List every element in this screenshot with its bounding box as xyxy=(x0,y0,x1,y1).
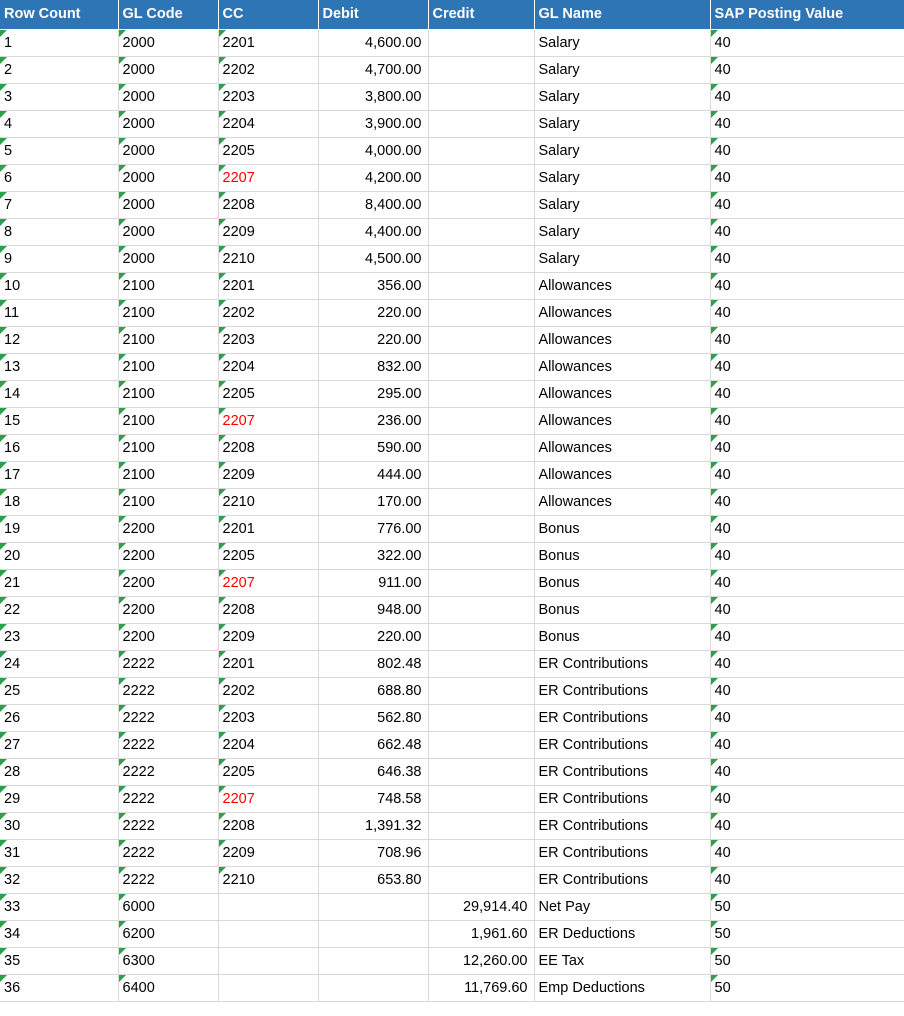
cell-credit[interactable] xyxy=(428,624,534,651)
cell-debit[interactable]: 220.00 xyxy=(318,327,428,354)
cell-gl-name[interactable]: ER Contributions xyxy=(534,813,710,840)
cell-gl-name[interactable]: Salary xyxy=(534,57,710,84)
cell-sap-posting-value[interactable]: 40 xyxy=(710,219,904,246)
cell-debit[interactable]: 356.00 xyxy=(318,273,428,300)
cell-gl-name[interactable]: ER Contributions xyxy=(534,786,710,813)
cell-debit[interactable]: 662.48 xyxy=(318,732,428,759)
cell-gl-code[interactable]: 2000 xyxy=(118,111,218,138)
cell-debit[interactable]: 322.00 xyxy=(318,543,428,570)
cell-cc[interactable]: 2202 xyxy=(218,57,318,84)
cell-sap-posting-value[interactable]: 40 xyxy=(710,489,904,516)
table-row[interactable] xyxy=(0,786,904,813)
cell-cc[interactable]: 2210 xyxy=(218,246,318,273)
cell-row-count[interactable]: 14 xyxy=(0,381,118,408)
cell-debit[interactable]: 776.00 xyxy=(318,516,428,543)
cell-gl-name[interactable]: Salary xyxy=(534,84,710,111)
cell-cc[interactable] xyxy=(218,975,318,1002)
cell-row-count[interactable]: 22 xyxy=(0,597,118,624)
cell-cc[interactable]: 2208 xyxy=(218,813,318,840)
table-row[interactable] xyxy=(0,354,904,381)
cell-gl-name[interactable]: Bonus xyxy=(534,597,710,624)
table-row[interactable] xyxy=(0,30,904,57)
cell-row-count[interactable]: 33 xyxy=(0,894,118,921)
cell-credit[interactable] xyxy=(428,408,534,435)
cell-gl-name[interactable]: Allowances xyxy=(534,435,710,462)
cell-row-count[interactable]: 13 xyxy=(0,354,118,381)
cell-gl-name[interactable]: ER Contributions xyxy=(534,840,710,867)
cell-credit[interactable] xyxy=(428,732,534,759)
cell-row-count[interactable]: 1 xyxy=(0,30,118,57)
column-header-debit[interactable]: Debit xyxy=(318,0,428,30)
table-row[interactable] xyxy=(0,192,904,219)
cell-credit[interactable] xyxy=(428,30,534,57)
cell-credit[interactable] xyxy=(428,597,534,624)
cell-gl-code[interactable]: 2222 xyxy=(118,705,218,732)
table-body xyxy=(0,30,904,1002)
cell-gl-name[interactable]: Allowances xyxy=(534,327,710,354)
cell-gl-name[interactable]: Salary xyxy=(534,138,710,165)
cell-gl-code[interactable]: 2222 xyxy=(118,867,218,894)
header-row xyxy=(0,0,904,30)
cell-cc[interactable]: 2201 xyxy=(218,516,318,543)
cell-debit[interactable] xyxy=(318,975,428,1002)
cell-gl-code[interactable]: 2100 xyxy=(118,273,218,300)
table-row[interactable] xyxy=(0,705,904,732)
cell-cc[interactable]: 2203 xyxy=(218,705,318,732)
cell-credit[interactable] xyxy=(428,165,534,192)
cell-sap-posting-value[interactable]: 40 xyxy=(710,840,904,867)
cell-credit[interactable] xyxy=(428,462,534,489)
cell-cc[interactable]: 2207 xyxy=(218,786,318,813)
cell-row-count[interactable]: 12 xyxy=(0,327,118,354)
cell-cc[interactable]: 2205 xyxy=(218,759,318,786)
cell-sap-posting-value[interactable]: 40 xyxy=(710,867,904,894)
cell-sap-posting-value[interactable]: 40 xyxy=(710,192,904,219)
cell-gl-code[interactable]: 2000 xyxy=(118,165,218,192)
cell-row-count[interactable]: 5 xyxy=(0,138,118,165)
table-row[interactable] xyxy=(0,273,904,300)
cell-credit[interactable]: 1,961.60 xyxy=(428,921,534,948)
cell-cc[interactable]: 2205 xyxy=(218,138,318,165)
cell-cc[interactable]: 2209 xyxy=(218,219,318,246)
cell-gl-name[interactable]: EE Tax xyxy=(534,948,710,975)
cell-gl-code[interactable]: 2100 xyxy=(118,435,218,462)
cell-row-count[interactable]: 17 xyxy=(0,462,118,489)
cell-gl-code[interactable]: 6400 xyxy=(118,975,218,1002)
table-row[interactable] xyxy=(0,921,904,948)
cell-credit[interactable] xyxy=(428,516,534,543)
cell-row-count[interactable]: 2 xyxy=(0,57,118,84)
column-header-gl-name[interactable]: GL Name xyxy=(534,0,710,30)
cell-cc[interactable]: 2209 xyxy=(218,624,318,651)
cell-gl-code[interactable]: 2000 xyxy=(118,192,218,219)
cell-credit[interactable] xyxy=(428,300,534,327)
table-row[interactable] xyxy=(0,246,904,273)
table-row[interactable] xyxy=(0,597,904,624)
cell-gl-code[interactable]: 2100 xyxy=(118,462,218,489)
cell-gl-code[interactable]: 2222 xyxy=(118,678,218,705)
cell-gl-code[interactable]: 2222 xyxy=(118,732,218,759)
cell-gl-code[interactable]: 2222 xyxy=(118,759,218,786)
cell-credit[interactable] xyxy=(428,570,534,597)
cell-row-count[interactable]: 29 xyxy=(0,786,118,813)
cell-gl-code[interactable]: 2000 xyxy=(118,57,218,84)
cell-sap-posting-value[interactable]: 40 xyxy=(710,543,904,570)
cell-sap-posting-value[interactable]: 40 xyxy=(710,246,904,273)
cell-row-count[interactable]: 15 xyxy=(0,408,118,435)
cell-sap-posting-value[interactable]: 40 xyxy=(710,624,904,651)
cell-credit[interactable] xyxy=(428,354,534,381)
cell-gl-name[interactable]: Allowances xyxy=(534,354,710,381)
cell-row-count[interactable]: 30 xyxy=(0,813,118,840)
cell-sap-posting-value[interactable]: 40 xyxy=(710,462,904,489)
table-row[interactable] xyxy=(0,165,904,192)
cell-debit[interactable]: 8,400.00 xyxy=(318,192,428,219)
cell-sap-posting-value[interactable]: 40 xyxy=(710,759,904,786)
cell-row-count[interactable]: 6 xyxy=(0,165,118,192)
cell-sap-posting-value[interactable]: 40 xyxy=(710,138,904,165)
cell-gl-code[interactable]: 2100 xyxy=(118,327,218,354)
cell-gl-name[interactable]: Salary xyxy=(534,219,710,246)
cell-credit[interactable] xyxy=(428,543,534,570)
cell-cc[interactable]: 2205 xyxy=(218,543,318,570)
cell-debit[interactable]: 4,600.00 xyxy=(318,30,428,57)
cell-gl-code[interactable]: 2000 xyxy=(118,138,218,165)
cell-cc[interactable]: 2209 xyxy=(218,840,318,867)
cell-credit[interactable] xyxy=(428,381,534,408)
cell-sap-posting-value[interactable]: 40 xyxy=(710,381,904,408)
cell-gl-name[interactable]: Bonus xyxy=(534,624,710,651)
cell-debit[interactable]: 562.80 xyxy=(318,705,428,732)
cell-credit[interactable] xyxy=(428,786,534,813)
cell-sap-posting-value[interactable]: 40 xyxy=(710,354,904,381)
cell-gl-name[interactable]: ER Contributions xyxy=(534,867,710,894)
cell-gl-code[interactable]: 2000 xyxy=(118,219,218,246)
column-header-cc[interactable]: CC xyxy=(218,0,318,30)
cell-credit[interactable] xyxy=(428,651,534,678)
cell-debit[interactable]: 832.00 xyxy=(318,354,428,381)
table-row[interactable] xyxy=(0,408,904,435)
cell-gl-name[interactable]: Allowances xyxy=(534,489,710,516)
cell-gl-name[interactable]: Allowances xyxy=(534,381,710,408)
cell-debit[interactable] xyxy=(318,948,428,975)
cell-gl-name[interactable]: ER Contributions xyxy=(534,732,710,759)
cell-gl-code[interactable]: 2100 xyxy=(118,381,218,408)
cell-cc[interactable]: 2207 xyxy=(218,408,318,435)
cell-gl-name[interactable]: Allowances xyxy=(534,273,710,300)
cell-gl-name[interactable]: ER Contributions xyxy=(534,651,710,678)
cell-sap-posting-value[interactable]: 40 xyxy=(710,300,904,327)
cell-debit[interactable]: 4,700.00 xyxy=(318,57,428,84)
cell-cc[interactable]: 2209 xyxy=(218,462,318,489)
cell-cc[interactable]: 2202 xyxy=(218,678,318,705)
cell-debit[interactable]: 4,000.00 xyxy=(318,138,428,165)
cell-cc[interactable]: 2208 xyxy=(218,435,318,462)
cell-sap-posting-value[interactable]: 40 xyxy=(710,165,904,192)
cell-gl-code[interactable]: 6000 xyxy=(118,894,218,921)
cell-sap-posting-value[interactable]: 40 xyxy=(710,651,904,678)
cell-gl-code[interactable]: 2222 xyxy=(118,651,218,678)
cell-row-count[interactable]: 26 xyxy=(0,705,118,732)
cell-gl-name[interactable]: Salary xyxy=(534,246,710,273)
table-row[interactable] xyxy=(0,489,904,516)
column-header-sap-posting-value[interactable]: SAP Posting Value xyxy=(710,0,904,30)
cell-gl-name[interactable]: Bonus xyxy=(534,516,710,543)
cell-cc[interactable]: 2203 xyxy=(218,84,318,111)
cell-sap-posting-value[interactable]: 40 xyxy=(710,273,904,300)
cell-cc[interactable]: 2210 xyxy=(218,867,318,894)
cell-sap-posting-value[interactable]: 40 xyxy=(710,813,904,840)
cell-debit[interactable]: 3,800.00 xyxy=(318,84,428,111)
table-row[interactable] xyxy=(0,840,904,867)
cell-credit[interactable] xyxy=(428,840,534,867)
cell-credit[interactable] xyxy=(428,219,534,246)
cell-gl-name[interactable]: ER Contributions xyxy=(534,678,710,705)
table-row[interactable] xyxy=(0,813,904,840)
cell-gl-name[interactable]: Salary xyxy=(534,111,710,138)
cell-row-count[interactable]: 21 xyxy=(0,570,118,597)
cell-sap-posting-value[interactable]: 40 xyxy=(710,570,904,597)
cell-sap-posting-value[interactable]: 40 xyxy=(710,30,904,57)
cell-debit[interactable]: 4,400.00 xyxy=(318,219,428,246)
cell-credit[interactable]: 12,260.00 xyxy=(428,948,534,975)
cell-credit[interactable] xyxy=(428,327,534,354)
table-header xyxy=(0,0,904,30)
cell-sap-posting-value[interactable]: 40 xyxy=(710,786,904,813)
cell-row-count[interactable]: 18 xyxy=(0,489,118,516)
column-header-row-count[interactable]: Row Count xyxy=(0,0,118,30)
cell-credit[interactable] xyxy=(428,759,534,786)
cell-debit[interactable]: 444.00 xyxy=(318,462,428,489)
cell-debit[interactable]: 170.00 xyxy=(318,489,428,516)
table-row[interactable] xyxy=(0,327,904,354)
cell-row-count[interactable]: 25 xyxy=(0,678,118,705)
cell-debit[interactable]: 4,500.00 xyxy=(318,246,428,273)
cell-cc[interactable]: 2207 xyxy=(218,165,318,192)
cell-gl-name[interactable]: Allowances xyxy=(534,300,710,327)
cell-gl-code[interactable]: 2100 xyxy=(118,354,218,381)
cell-cc[interactable]: 2210 xyxy=(218,489,318,516)
cell-debit[interactable]: 590.00 xyxy=(318,435,428,462)
cell-sap-posting-value[interactable]: 40 xyxy=(710,705,904,732)
cell-cc[interactable] xyxy=(218,948,318,975)
cell-credit[interactable] xyxy=(428,84,534,111)
cell-cc[interactable]: 2207 xyxy=(218,570,318,597)
cell-sap-posting-value[interactable]: 40 xyxy=(710,408,904,435)
cell-gl-name[interactable]: Salary xyxy=(534,165,710,192)
cell-debit[interactable]: 220.00 xyxy=(318,624,428,651)
cell-row-count[interactable]: 19 xyxy=(0,516,118,543)
cell-row-count[interactable]: 16 xyxy=(0,435,118,462)
table-row[interactable] xyxy=(0,543,904,570)
table-row[interactable] xyxy=(0,138,904,165)
cell-cc[interactable]: 2208 xyxy=(218,597,318,624)
cell-gl-name[interactable]: Salary xyxy=(534,192,710,219)
cell-gl-code[interactable]: 2000 xyxy=(118,84,218,111)
cell-cc[interactable] xyxy=(218,921,318,948)
cell-row-count[interactable]: 35 xyxy=(0,948,118,975)
table-row[interactable] xyxy=(0,570,904,597)
cell-debit[interactable]: 295.00 xyxy=(318,381,428,408)
cell-row-count[interactable]: 3 xyxy=(0,84,118,111)
table-row[interactable] xyxy=(0,435,904,462)
cell-gl-code[interactable]: 2222 xyxy=(118,840,218,867)
cell-cc[interactable]: 2203 xyxy=(218,327,318,354)
cell-row-count[interactable]: 32 xyxy=(0,867,118,894)
cell-credit[interactable] xyxy=(428,138,534,165)
cell-credit[interactable] xyxy=(428,246,534,273)
column-header-gl-code[interactable]: GL Code xyxy=(118,0,218,30)
table-row[interactable] xyxy=(0,57,904,84)
table-row[interactable] xyxy=(0,867,904,894)
cell-sap-posting-value[interactable]: 40 xyxy=(710,111,904,138)
cell-gl-code[interactable]: 2200 xyxy=(118,624,218,651)
cell-gl-code[interactable]: 2000 xyxy=(118,246,218,273)
cell-cc[interactable]: 2201 xyxy=(218,30,318,57)
cell-debit[interactable]: 653.80 xyxy=(318,867,428,894)
cell-gl-name[interactable]: ER Deductions xyxy=(534,921,710,948)
cell-debit[interactable]: 802.48 xyxy=(318,651,428,678)
cell-row-count[interactable]: 10 xyxy=(0,273,118,300)
table-row[interactable] xyxy=(0,732,904,759)
cell-gl-code[interactable]: 6200 xyxy=(118,921,218,948)
cell-credit[interactable] xyxy=(428,273,534,300)
cell-cc[interactable]: 2201 xyxy=(218,651,318,678)
cell-debit[interactable]: 911.00 xyxy=(318,570,428,597)
cell-gl-name[interactable]: Bonus xyxy=(534,543,710,570)
table-row[interactable] xyxy=(0,516,904,543)
cell-credit[interactable]: 11,769.60 xyxy=(428,975,534,1002)
cell-gl-code[interactable]: 2200 xyxy=(118,516,218,543)
cell-row-count[interactable]: 24 xyxy=(0,651,118,678)
table-row[interactable] xyxy=(0,894,904,921)
cell-row-count[interactable]: 9 xyxy=(0,246,118,273)
cell-sap-posting-value[interactable]: 50 xyxy=(710,894,904,921)
cell-cc[interactable]: 2201 xyxy=(218,273,318,300)
cell-gl-name[interactable]: Allowances xyxy=(534,408,710,435)
cell-debit[interactable]: 948.00 xyxy=(318,597,428,624)
cell-debit[interactable]: 646.38 xyxy=(318,759,428,786)
cell-credit[interactable] xyxy=(428,813,534,840)
cell-credit[interactable] xyxy=(428,705,534,732)
cell-gl-name[interactable]: ER Contributions xyxy=(534,705,710,732)
cell-row-count[interactable]: 20 xyxy=(0,543,118,570)
cell-debit[interactable]: 4,200.00 xyxy=(318,165,428,192)
table-row[interactable] xyxy=(0,624,904,651)
cell-credit[interactable] xyxy=(428,435,534,462)
cell-cc[interactable]: 2202 xyxy=(218,300,318,327)
cell-debit[interactable]: 3,900.00 xyxy=(318,111,428,138)
cell-debit[interactable]: 220.00 xyxy=(318,300,428,327)
cell-sap-posting-value[interactable]: 40 xyxy=(710,435,904,462)
cell-row-count[interactable]: 31 xyxy=(0,840,118,867)
cell-gl-code[interactable]: 2222 xyxy=(118,786,218,813)
cell-row-count[interactable]: 4 xyxy=(0,111,118,138)
cell-sap-posting-value[interactable]: 40 xyxy=(710,84,904,111)
cell-gl-code[interactable]: 2100 xyxy=(118,300,218,327)
cell-cc[interactable] xyxy=(218,894,318,921)
cell-credit[interactable] xyxy=(428,489,534,516)
cell-sap-posting-value[interactable]: 40 xyxy=(710,57,904,84)
cell-sap-posting-value[interactable]: 50 xyxy=(710,921,904,948)
cell-debit[interactable] xyxy=(318,921,428,948)
cell-credit[interactable] xyxy=(428,867,534,894)
table-row[interactable] xyxy=(0,651,904,678)
cell-debit[interactable]: 708.96 xyxy=(318,840,428,867)
cell-gl-name[interactable]: Salary xyxy=(534,30,710,57)
cell-debit[interactable]: 748.58 xyxy=(318,786,428,813)
cell-gl-code[interactable]: 2200 xyxy=(118,597,218,624)
table-row[interactable] xyxy=(0,759,904,786)
cell-row-count[interactable]: 11 xyxy=(0,300,118,327)
table-row[interactable] xyxy=(0,678,904,705)
cell-credit[interactable] xyxy=(428,192,534,219)
table-row[interactable] xyxy=(0,300,904,327)
cell-sap-posting-value[interactable]: 40 xyxy=(710,732,904,759)
cell-debit[interactable] xyxy=(318,894,428,921)
cell-debit[interactable]: 1,391.32 xyxy=(318,813,428,840)
cell-row-count[interactable]: 34 xyxy=(0,921,118,948)
cell-gl-name[interactable]: Net Pay xyxy=(534,894,710,921)
table-row[interactable] xyxy=(0,381,904,408)
cell-sap-posting-value[interactable]: 50 xyxy=(710,948,904,975)
cell-gl-name[interactable]: Emp Deductions xyxy=(534,975,710,1002)
cell-gl-code[interactable]: 2200 xyxy=(118,570,218,597)
cell-cc[interactable]: 2204 xyxy=(218,354,318,381)
cell-credit[interactable] xyxy=(428,57,534,84)
cell-row-count[interactable]: 36 xyxy=(0,975,118,1002)
cell-row-count[interactable]: 27 xyxy=(0,732,118,759)
cell-sap-posting-value[interactable]: 40 xyxy=(710,516,904,543)
cell-gl-code[interactable]: 6300 xyxy=(118,948,218,975)
cell-sap-posting-value[interactable]: 50 xyxy=(710,975,904,1002)
cell-cc[interactable]: 2205 xyxy=(218,381,318,408)
cell-credit[interactable]: 29,914.40 xyxy=(428,894,534,921)
table-row[interactable] xyxy=(0,111,904,138)
cell-gl-code[interactable]: 2200 xyxy=(118,543,218,570)
cell-gl-name[interactable]: Bonus xyxy=(534,570,710,597)
cell-gl-code[interactable]: 2100 xyxy=(118,489,218,516)
cell-gl-code[interactable]: 2100 xyxy=(118,408,218,435)
cell-debit[interactable]: 236.00 xyxy=(318,408,428,435)
cell-cc[interactable]: 2208 xyxy=(218,192,318,219)
cell-credit[interactable] xyxy=(428,678,534,705)
cell-gl-name[interactable]: Allowances xyxy=(534,462,710,489)
cell-row-count[interactable]: 23 xyxy=(0,624,118,651)
cell-gl-name[interactable]: ER Contributions xyxy=(534,759,710,786)
cell-gl-code[interactable]: 2222 xyxy=(118,813,218,840)
table-row[interactable] xyxy=(0,975,904,1002)
cell-row-count[interactable]: 28 xyxy=(0,759,118,786)
table-row[interactable] xyxy=(0,84,904,111)
cell-sap-posting-value[interactable]: 40 xyxy=(710,597,904,624)
cell-cc[interactable]: 2204 xyxy=(218,111,318,138)
table-row[interactable] xyxy=(0,462,904,489)
cell-sap-posting-value[interactable]: 40 xyxy=(710,327,904,354)
cell-sap-posting-value[interactable]: 40 xyxy=(710,678,904,705)
table-row[interactable] xyxy=(0,948,904,975)
cell-row-count[interactable]: 8 xyxy=(0,219,118,246)
table-row[interactable] xyxy=(0,219,904,246)
cell-row-count[interactable]: 7 xyxy=(0,192,118,219)
cell-cc[interactable]: 2204 xyxy=(218,732,318,759)
cell-debit[interactable]: 688.80 xyxy=(318,678,428,705)
column-header-credit[interactable]: Credit xyxy=(428,0,534,30)
cell-gl-code[interactable]: 2000 xyxy=(118,30,218,57)
cell-credit[interactable] xyxy=(428,111,534,138)
